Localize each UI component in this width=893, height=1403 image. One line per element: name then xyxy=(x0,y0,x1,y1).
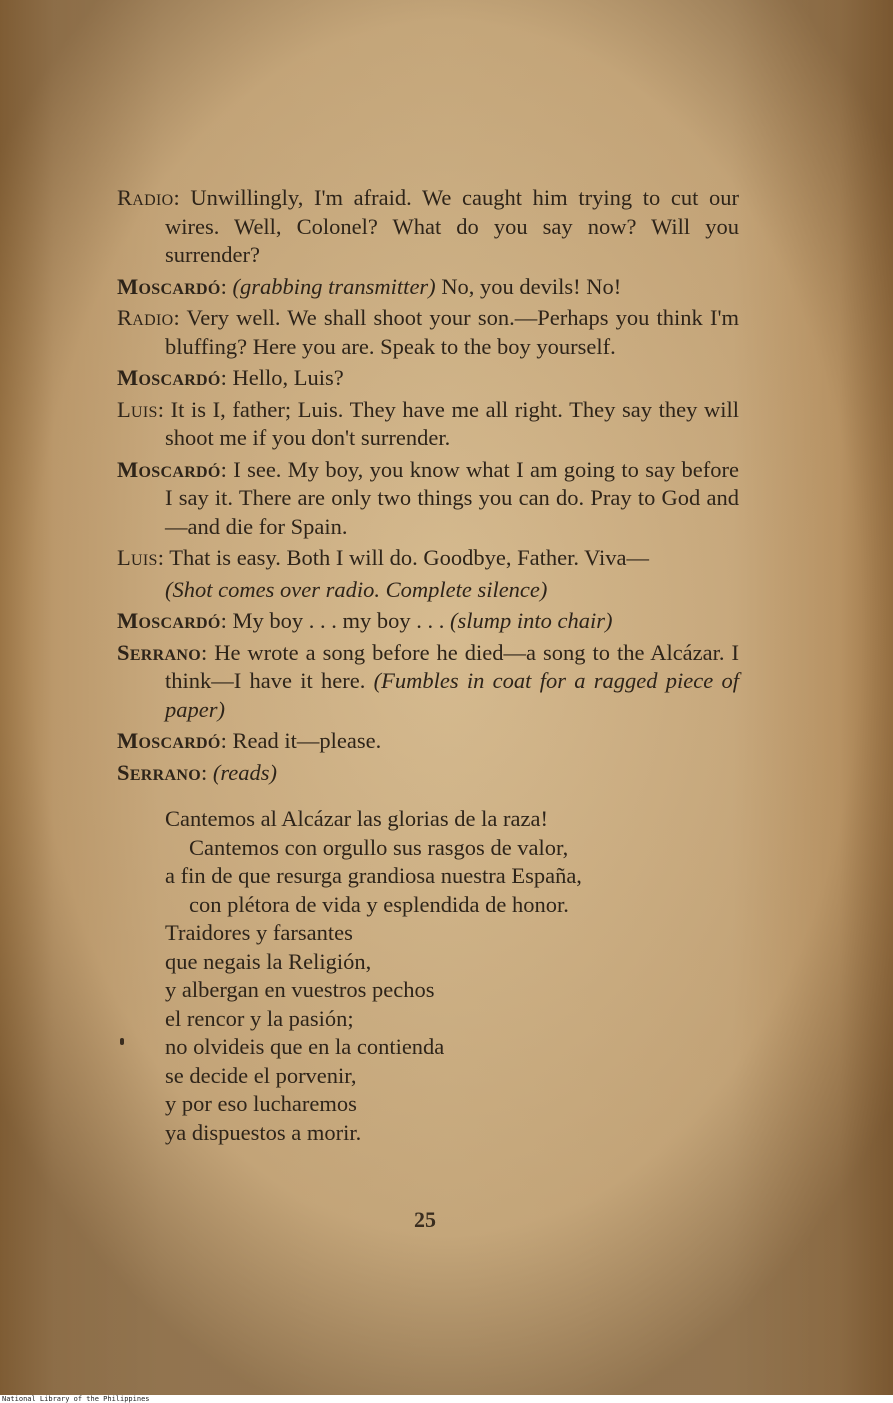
speech-text: : He wrote a song before he died—a song to the Alcázar. I think—I have it here. xyxy=(165,639,739,693)
poem-line: y por eso lucharemos xyxy=(165,1091,357,1116)
dialogue-block-top xyxy=(117,184,739,573)
speaker-name: Moscardó xyxy=(117,273,221,299)
speech xyxy=(117,396,739,453)
speech-text: : Read it—please. xyxy=(220,728,382,753)
page-text xyxy=(117,184,739,1147)
poem-line: Traidores y farsantes xyxy=(165,920,353,945)
poem-line: a fin de que resurga grandiosa nuestra España, xyxy=(165,863,582,888)
poem-line: ya dispuestos a morir. xyxy=(165,1119,362,1145)
stage-direction-inline: (Fumbles in coat for a ragged piece of paper) xyxy=(165,668,739,722)
poem-line: se decide el porvenir, xyxy=(165,1062,357,1088)
speaker-name: Radio xyxy=(117,305,174,330)
stage-direction-inline: (reads) xyxy=(212,759,277,785)
speech-text: : xyxy=(200,759,213,785)
speaker-name: Serrano xyxy=(117,759,201,785)
speech xyxy=(117,456,739,542)
speaker-name: Moscardó xyxy=(117,456,221,482)
poem-line: con plétora de vida y esplendida de honor. xyxy=(189,891,569,917)
speech xyxy=(117,364,739,393)
speech xyxy=(117,607,739,636)
speech-text: : My boy . . . my boy . . . xyxy=(220,608,451,633)
speech-text: : xyxy=(220,273,233,299)
speech-text: : Unwillingly, I'm afraid. We caught him trying to cut our wires. Well, Colonel? What do you say now? Will you surrender? xyxy=(165,185,739,267)
speech xyxy=(117,544,739,573)
page-number: 25 xyxy=(414,1207,436,1232)
speech-text: : That is easy. Both I will do. Goodbye, Father. Viva— xyxy=(157,545,650,570)
speaker-name: Moscardó xyxy=(117,728,221,753)
speaker-name: Luis xyxy=(117,396,158,422)
stage-direction: (Shot comes over radio. Complete silence) xyxy=(165,576,548,602)
poem-line: que negais la Religión, xyxy=(165,948,372,974)
poem xyxy=(117,805,739,1147)
speaker-name: Luis xyxy=(117,545,158,570)
speaker-name: Radio xyxy=(117,185,174,210)
poem-line: Cantemos al Alcázar las glorias de la raza! xyxy=(165,806,548,831)
speech xyxy=(117,727,739,756)
speaker-name: Moscardó xyxy=(117,608,221,633)
speech xyxy=(117,759,739,788)
poem-line: el rencor y la pasión; xyxy=(165,1005,354,1031)
poem-line: Cantemos con orgullo sus rasgos de valor, xyxy=(189,834,569,860)
speech xyxy=(117,273,739,302)
speech xyxy=(117,184,739,270)
speech-text: : Very well. We shall shoot your son.—Perhaps you think I'm bluffing? Here you are. Speak to the boy yourself. xyxy=(165,305,739,359)
poem-line: y albergan en vuestros pechos xyxy=(165,977,435,1002)
poem-line: no olvideis que en la contienda xyxy=(165,1034,445,1059)
speaker-name: Moscardó xyxy=(117,365,221,390)
stage-direction-inline: (slump into chair) xyxy=(450,608,613,633)
ink-speck xyxy=(120,1038,124,1045)
speech-text: : I see. My boy, you know what I am going to say before I say it. There are only two things you can do. Pray to God and—and die for Spain. xyxy=(165,456,739,539)
speaker-name: Serrano xyxy=(117,639,201,665)
library-credit: National Library of the Philippines xyxy=(2,1395,150,1403)
speech xyxy=(117,639,739,725)
stage-direction-inline: (grabbing transmitter) xyxy=(232,273,436,299)
speech-text: No, you devils! No! xyxy=(435,273,622,299)
dialogue-block-bottom xyxy=(117,607,739,787)
speech xyxy=(117,304,739,361)
speech-text: : It is I, father; Luis. They have me all right. They say they will shoot me if you don't surrender. xyxy=(157,396,739,450)
speech-text: : Hello, Luis? xyxy=(220,365,344,390)
